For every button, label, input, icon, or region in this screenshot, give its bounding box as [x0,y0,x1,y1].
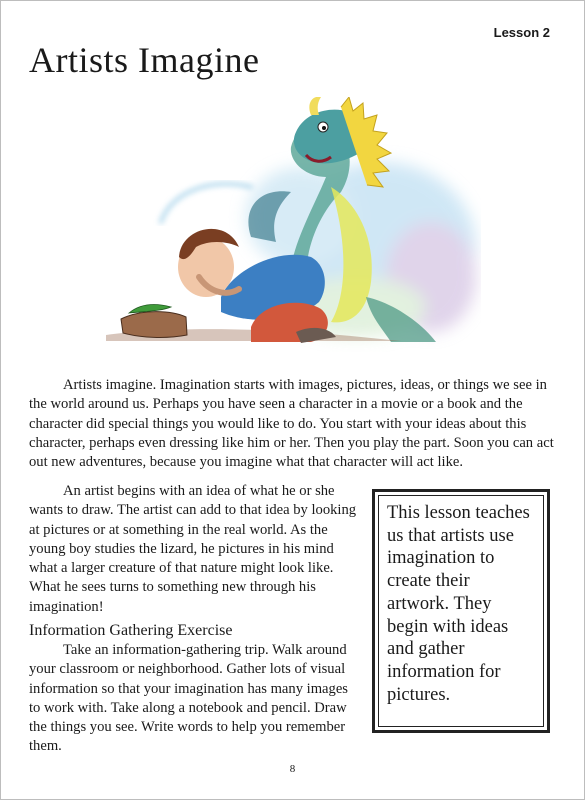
lesson-summary-inner [378,495,544,727]
sky-brush-stroke [161,184,251,222]
page-number: 8 [289,763,296,775]
log [121,312,187,338]
lesson-label: Lesson 2 [493,25,550,40]
lesson-summary-box [372,489,550,733]
intro-paragraph: Artists imagine. Imagination starts with images, pictures, ideas, or things we see in the world around us. Perhaps you have seen a character in a movie or a book and the character did special things you would like to do. You start with your ideas about this character, perhaps even dressing like him or her. Then you play the part. Soon you can act out new adventures, because you imagine what that character will act like. [29,377,554,471]
idea-paragraph: An artist begins with an idea of what he or she wants to draw. The artist can add to that idea by looking at pictures or at something in the real world. As the young boy studies the lizard, he pictures in his mind what a larger creature of that nature might look like. What he sees turns to something new through his imagination! [29,483,357,615]
lesson-summary-text: This lesson teaches us that artists use imagination to create their artwork. They begin with ideas and gather information for pictures. [387,503,530,705]
exercise-paragraph: Take an information-gathering trip. Walk around your classroom or neighborhood. Gather lots of visual information so that your imagination has many images to work with. Take along a notebook and pencil. Draw the things you see. Write words to help you remember them. [29,642,348,755]
boy-imagining-dragon-watercolor-illustration [101,97,481,352]
page-title: Artists Imagine [29,40,260,80]
exercise-heading: Information Gathering Exercise [29,622,233,639]
